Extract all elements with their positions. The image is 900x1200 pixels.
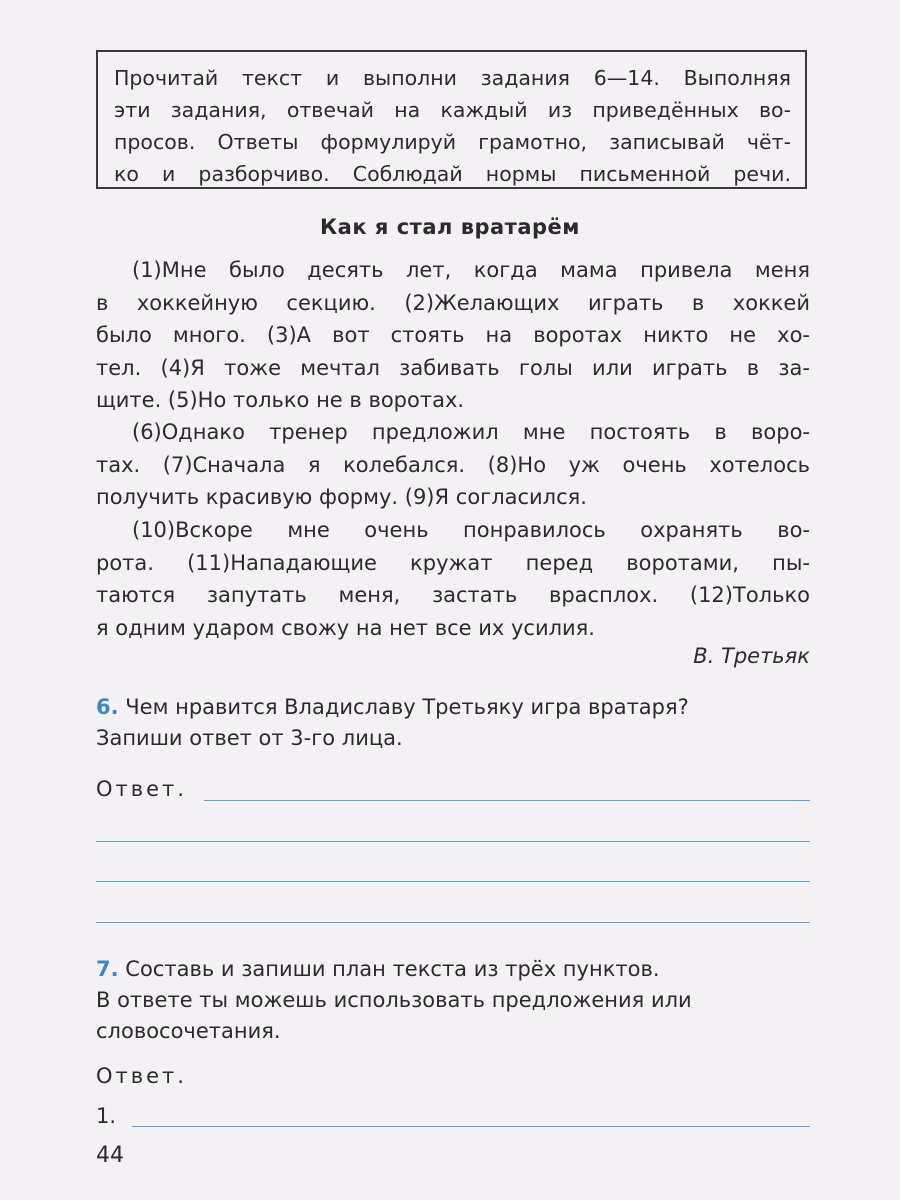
- answer-line[interactable]: [96, 922, 810, 923]
- story-line: тах. (7)Сначала я колебался. (8)Но уж очень хотелось: [96, 452, 810, 477]
- story-line: я одним ударом свожу на нет все их усилия.: [96, 615, 595, 640]
- instructions-line: ко и разборчиво. Соблюдай нормы письменной речи.: [114, 162, 791, 186]
- page-number: 44: [96, 1143, 124, 1168]
- answer-label: Ответ.: [96, 777, 187, 801]
- instructions-line: просов. Ответы формулируй грамотно, записывай чёт-: [114, 130, 791, 154]
- story-line: тел. (4)Я тоже мечтал забивать голы или играть в за-: [96, 355, 810, 380]
- story-line: (1)Мне было десять лет, когда мама привела меня: [132, 258, 810, 282]
- task-question-line: Составь и запиши план текста из трёх пунктов.: [125, 957, 660, 981]
- instructions-line: эти задания, отвечай на каждый из приведённых во-: [114, 98, 791, 122]
- answer-line[interactable]: [96, 841, 810, 842]
- story-line: щите. (5)Но только не в воротах.: [96, 388, 465, 412]
- task-6: [96, 692, 812, 754]
- story-line: рота. (11)Нападающие кружат перед воротами, пы-: [96, 550, 810, 575]
- task-question-line: Запиши ответ от 3-го лица.: [96, 726, 403, 750]
- story-line: (10)Вскоре мне очень понравилось охранять во-: [132, 518, 810, 542]
- story-paragraph-3: [96, 514, 810, 644]
- answer-line[interactable]: [96, 881, 810, 882]
- story-line: было много. (3)А вот стоять на воротах никто не хо-: [96, 323, 810, 347]
- story-line: в хоккейную секцию. (2)Желающих играть в хоккей: [96, 290, 810, 315]
- task-number: 7.: [96, 957, 119, 981]
- story-paragraph-2: [96, 416, 810, 514]
- story-title: Как я стал вратарём: [320, 215, 580, 239]
- task-7: [96, 954, 812, 1047]
- story-line: получить красивую форму. (9)Я согласился.: [96, 485, 587, 509]
- task-question-line: В ответе ты можешь использовать предложения или: [96, 988, 692, 1012]
- story-line: таются запутать меня, застать врасплох. (12)Только: [96, 583, 810, 607]
- task-question-line: словосочетания.: [96, 1019, 281, 1043]
- story-author: В. Третьяк: [693, 644, 810, 668]
- answer-line[interactable]: [204, 800, 810, 801]
- story-line: (6)Однако тренер предложил мне постоять в воро-: [132, 420, 810, 444]
- plan-item-number: 1.: [96, 1104, 117, 1128]
- instructions-line: Прочитай текст и выполни задания 6—14. Выполняя: [114, 66, 791, 90]
- task-question-line: Чем нравится Владиславу Третьяку игра вратаря?: [125, 695, 689, 719]
- answer-label: Ответ.: [96, 1064, 187, 1088]
- story-paragraph-1: [96, 254, 810, 417]
- task-number: 6.: [96, 695, 119, 719]
- answer-line[interactable]: [132, 1126, 810, 1127]
- instructions-box: [96, 50, 807, 189]
